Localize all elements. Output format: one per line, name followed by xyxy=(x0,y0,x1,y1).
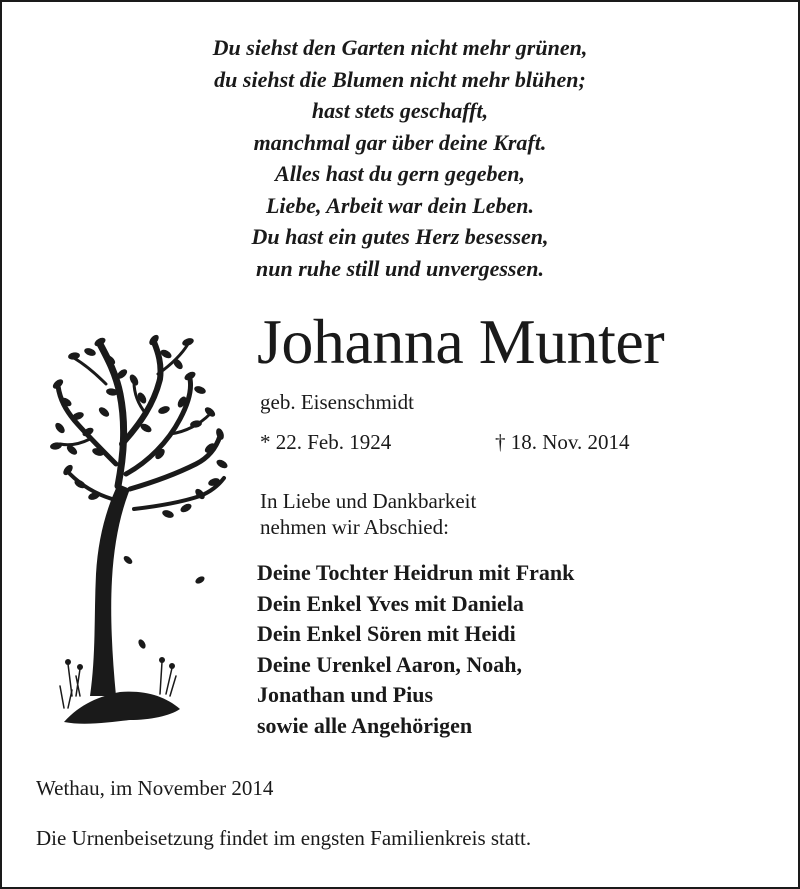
poem-line: Du hast ein gutes Herz besessen, xyxy=(251,224,549,249)
poem-line: Du siehst den Garten nicht mehr grünen, xyxy=(212,35,588,60)
death-date: † 18. Nov. 2014 xyxy=(495,430,630,454)
mourners-list xyxy=(257,558,574,741)
birth-date: * 22. Feb. 1924 xyxy=(260,430,392,454)
poem-line: du siehst die Blumen nicht mehr blühen; xyxy=(214,66,586,92)
farewell-line: In Liebe und Dankbarkeit xyxy=(260,489,477,513)
farewell-line: nehmen wir Abschied: xyxy=(260,515,449,539)
mourner-line: Dein Enkel Sören mit Heidi xyxy=(257,621,516,646)
mourner-line: sowie alle Angehörigen xyxy=(257,712,473,738)
poem-line: Liebe, Arbeit war dein Leben. xyxy=(265,192,535,218)
mourner-line: Jonathan und Pius xyxy=(257,682,434,707)
place-and-date: Wethau, im November 2014 xyxy=(36,776,274,800)
deceased-name: Johanna Munter xyxy=(257,306,665,377)
funeral-note: Die Urnenbeisetzung findet im engsten Familienkreis statt. xyxy=(36,826,532,850)
poem-line: Alles hast du gern gegeben, xyxy=(275,161,525,186)
memorial-poem xyxy=(2,32,798,284)
mourner-line: Dein Enkel Yves mit Daniela xyxy=(257,590,524,616)
poem-line: nun ruhe still und unvergessen. xyxy=(256,255,544,281)
mourner-line: Deine Tochter Heidrun mit Frank xyxy=(257,560,575,585)
farewell-text xyxy=(260,488,476,540)
tree-icon xyxy=(50,324,228,734)
mourner-line: Deine Urenkel Aaron, Noah, xyxy=(257,651,523,677)
poem-line: manchmal gar über deine Kraft. xyxy=(253,129,547,155)
life-dates xyxy=(260,430,630,455)
poem-line: hast stets geschafft, xyxy=(311,98,489,123)
maiden-name: geb. Eisenschmidt xyxy=(260,390,414,414)
